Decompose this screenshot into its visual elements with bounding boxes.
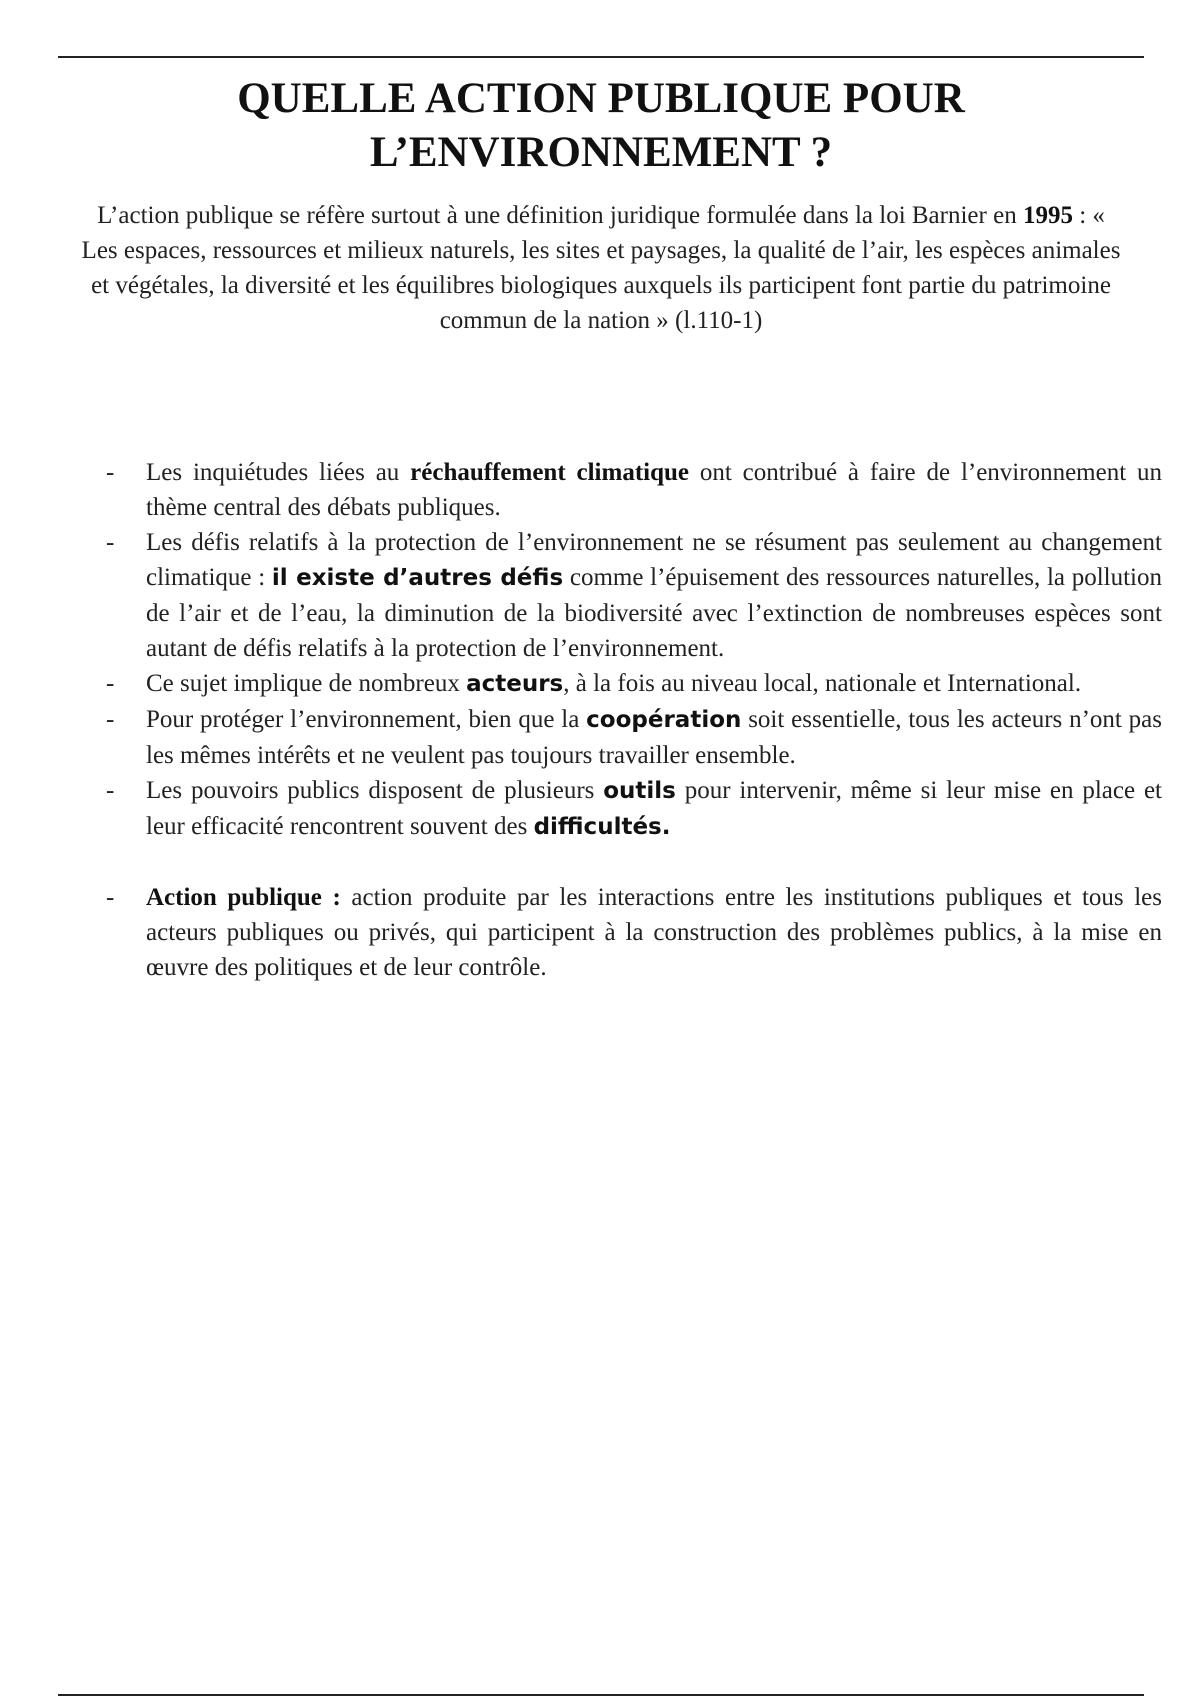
list-item-text: pour intervenir, même si leur mise en place et leur efficacité rencontrent souvent des: [146, 777, 1162, 840]
bullet-dash: -: [106, 670, 115, 697]
list-item-text: soit essentielle, tous les acteurs n’ont pas les mêmes intérêts et ne veulent pas toujours travailler ensemble.: [146, 706, 1163, 769]
bullet-dash: -: [106, 706, 115, 733]
definition-text: action produite par les interactions entre les institutions publiques et tous les acteurs publiques ou privés, qui participent à la construction des problèmes publics, à la mise en œuvre des politiques et de leur contrôle.: [146, 884, 1162, 981]
bullet-dash: -: [106, 777, 115, 804]
page-title-line-1: QUELLE ACTION PUBLIQUE POUR: [237, 75, 965, 122]
list-item-emphasis: réchauffement climatique: [410, 459, 690, 486]
page-title: [58, 72, 1144, 180]
list-item-text: comme l’épuisement des ressources naturelles, la pollution de l’air et de l’eau, la diminution de la biodiversité avec l’extinction de nombreuses espèces sont autant de défis relatifs à la protection de l’environnement.: [146, 564, 1162, 662]
list-item-text: ont contribué à faire de l’environnement un thème central des débats publiques.: [146, 459, 1163, 521]
list-item-emphasis: difficultés.: [533, 814, 671, 840]
list-item-text: Les inquiétudes liées au: [146, 459, 411, 486]
list-item-text: , à la fois au niveau local, nationale et International.: [563, 670, 1082, 697]
bullet-dash: -: [106, 459, 115, 486]
bullet-dash: -: [106, 884, 115, 911]
intro-paragraph: [78, 198, 1124, 338]
intro-quote: : « Les espaces, ressources et milieux naturels, les sites et paysages, la qualité de l’air, les espèces animales et végétales, la diversité et les équilibres biologiques auxquels ils participent font partie du patrimoine commun de la nation » (l.110-1): [81, 202, 1121, 334]
list-item: [100, 702, 1162, 773]
list-item-text: Les pouvoirs publics disposent de plusieurs: [146, 777, 604, 804]
list-item: [100, 773, 1162, 845]
list-item: [100, 666, 1162, 702]
list-item-text: Pour protéger l’environnement, bien que la: [146, 706, 587, 733]
list-item-text: Les défis relatifs à la protection de l’environnement ne se résument pas seulement au changement climatique :: [146, 529, 1162, 591]
top-rule: [58, 56, 1144, 58]
list-item-emphasis: outils: [603, 778, 676, 804]
list-item: [100, 525, 1162, 666]
page-title-line-2: L’ENVIRONNEMENT ?: [369, 129, 833, 176]
list-item-emphasis: acteurs: [466, 671, 564, 697]
list-item-emphasis: coopération: [586, 707, 742, 733]
list-item-emphasis: il existe d’autres défis: [271, 565, 564, 591]
intro-year: 1995: [1022, 202, 1073, 229]
intro-lead: L’action publique se réfère surtout à une définition juridique formulée dans la loi Barnier en: [97, 202, 1017, 229]
definition-item: [100, 880, 1162, 985]
bullet-list: [100, 455, 1162, 985]
list-item: [100, 455, 1162, 525]
definition-term: Action publique :: [146, 884, 341, 911]
bottom-rule: [58, 1694, 1144, 1696]
bullet-dash: -: [106, 529, 115, 556]
list-item-text: Ce sujet implique de nombreux: [146, 670, 467, 697]
